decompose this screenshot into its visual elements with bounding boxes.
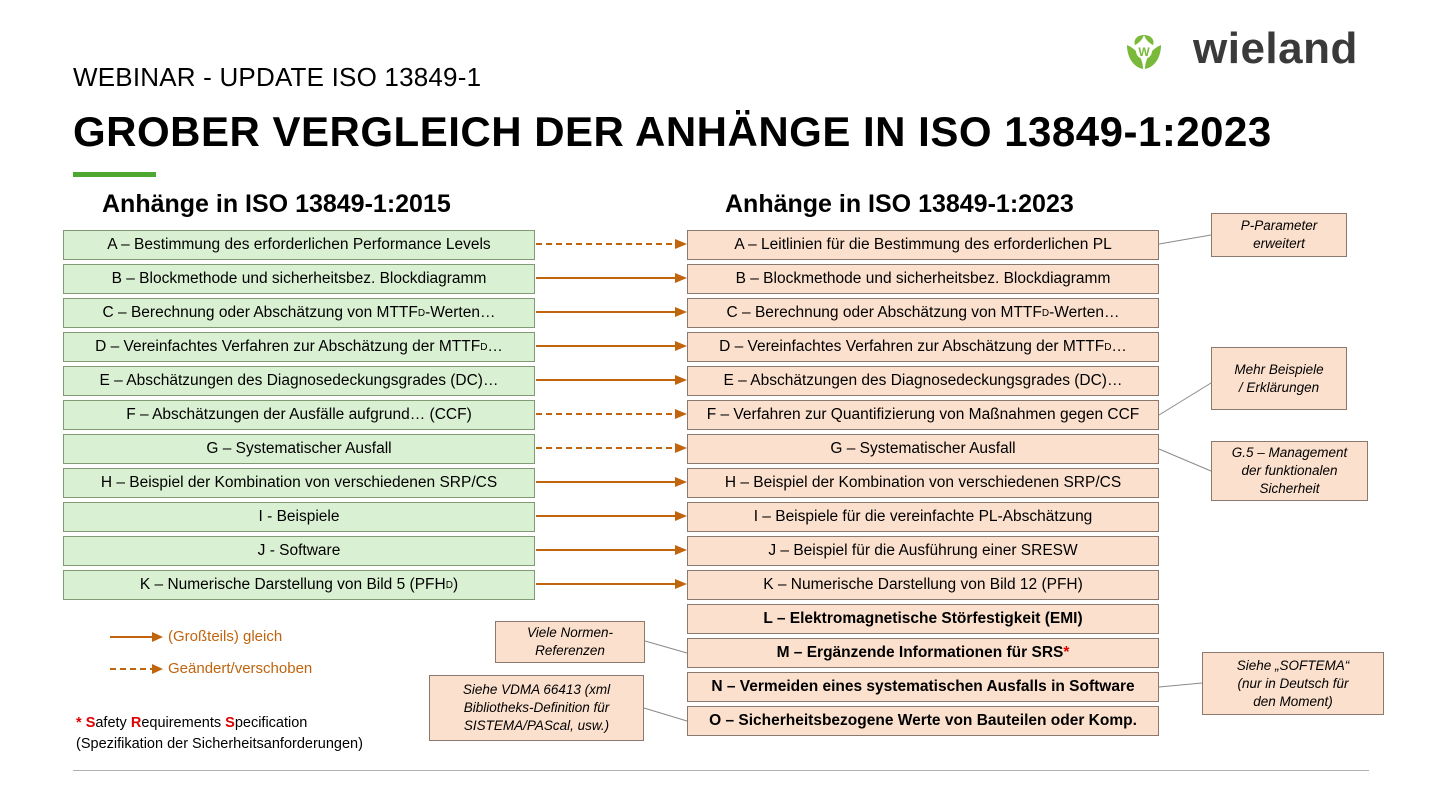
note-mehr-beispiele: Mehr Beispiele / Erklärungen: [1211, 347, 1347, 410]
note-softema: Siehe „SOFTEMA“ (nur in Deutsch für den Moment): [1202, 652, 1384, 715]
connector-arrowhead: [675, 579, 687, 589]
annex-2023-box: [687, 604, 1159, 634]
svg-text:W: W: [1138, 45, 1150, 59]
annex-label: G – Systematischer Ausfall: [830, 440, 1016, 457]
heading-2023: Anhänge in ISO 13849-1:2023: [725, 190, 1074, 218]
annex-2023-box: [687, 638, 1159, 668]
annex-2015-box: [63, 434, 535, 464]
connector-arrowhead: [675, 273, 687, 283]
connector-arrowhead: [675, 307, 687, 317]
annex-label: G – Systematischer Ausfall: [206, 440, 392, 457]
annex-label: A – Leitlinien für die Bestimmung des erforderlichen PL: [734, 236, 1112, 253]
note-normen-referenzen: Viele Normen- Referenzen: [495, 621, 645, 663]
annex-label: E – Abschätzungen des Diagnosedeckungsgrades (DC)…: [723, 372, 1123, 389]
connector-arrowhead: [675, 239, 687, 249]
annex-label: J - Software: [257, 542, 341, 559]
annex-label: N – Vermeiden eines systematischen Ausfalls in Software: [711, 678, 1135, 695]
connector-arrowhead: [675, 545, 687, 555]
annex-2015-box: [63, 536, 535, 566]
annex-2023-box: [687, 706, 1159, 736]
note-leader-line: [644, 708, 687, 721]
connector-arrowhead: [675, 511, 687, 521]
annex-label-part: -Werten…: [1049, 304, 1120, 321]
annex-label: B – Blockmethode und sicherheitsbez. Blockdiagramm: [111, 270, 487, 287]
annex-label-part: D: [1041, 307, 1050, 319]
annex-label-part: C – Berechnung oder Abschätzung von MTTF: [726, 304, 1042, 321]
note-g5-management: G.5 – Management der funktionalen Sicherheit: [1211, 441, 1368, 501]
annex-label: H – Beispiel der Kombination von verschiedenen SRP/CS: [100, 474, 498, 491]
note-p-parameter: P-Parameter erweitert: [1211, 213, 1347, 257]
annex-label: I – Beispiele für die vereinfachte PL-Abschätzung: [753, 508, 1093, 525]
annex-label-part: D: [417, 307, 426, 319]
annex-label: F – Verfahren zur Quantifizierung von Maßnahmen gegen CCF: [706, 406, 1140, 423]
page-title: GROBER VERGLEICH DER ANHÄNGE IN ISO 13849-1:2023: [73, 108, 1272, 155]
annex-label-part: D: [445, 579, 453, 591]
legend-dashed-arrowhead: [152, 664, 163, 674]
connector-arrowhead: [675, 341, 687, 351]
annex-label: I - Beispiele: [258, 508, 340, 525]
annex-2023-box: [687, 468, 1159, 498]
annex-label-part: -Werten…: [425, 304, 496, 321]
annex-label: E – Abschätzungen des Diagnosedeckungsgrades (DC)…: [99, 372, 499, 389]
annex-2023-box: [687, 298, 1159, 328]
annex-label: O – Sicherheitsbezogene Werte von Bauteilen oder Komp.: [709, 712, 1137, 729]
annex-label: H – Beispiel der Kombination von verschiedenen SRP/CS: [724, 474, 1122, 491]
note-vdma: Siehe VDMA 66413 (xml Bibliotheks-Definition für SISTEMA/PAScal, usw.): [429, 675, 644, 741]
annex-2015-box: [63, 264, 535, 294]
annex-2023-box: [687, 332, 1159, 362]
annex-2015-box: [63, 332, 535, 362]
legend-solid-label: (Großteils) gleich: [168, 628, 283, 645]
annex-2015-box: [63, 230, 535, 260]
connector-arrowhead: [675, 409, 687, 419]
annex-2023-box: [687, 366, 1159, 396]
annex-label-part: K – Numerische Darstellung von Bild 5 (PFH: [139, 576, 446, 593]
annex-label-part: D – Vereinfachtes Verfahren zur Abschätzung der MTTF: [95, 338, 481, 355]
annex-2023-box: [687, 264, 1159, 294]
legend-arrows: [110, 628, 166, 678]
annex-label: A – Bestimmung des erforderlichen Performance Levels: [107, 236, 491, 253]
annex-2015-box: [63, 570, 535, 600]
annex-label: M – Ergänzende Informationen für SRS: [776, 644, 1064, 661]
annex-2023-box: [687, 230, 1159, 260]
annex-2023-box: [687, 502, 1159, 532]
bottom-divider: [73, 770, 1369, 771]
annex-label-part: D – Vereinfachtes Verfahren zur Abschätzung der MTTF: [719, 338, 1105, 355]
legend-solid-arrowhead: [152, 632, 163, 642]
annex-label-part: D: [480, 341, 488, 353]
brand-logo-text: wieland: [1193, 24, 1358, 73]
annex-label: K – Numerische Darstellung von Bild 12 (PFH): [763, 576, 1083, 593]
connector-arrowhead: [675, 477, 687, 487]
annex-2023-box: [687, 536, 1159, 566]
annex-label: J – Beispiel für die Ausführung einer SRESW: [768, 542, 1078, 559]
footnote: [76, 713, 363, 755]
footnote-line-2: (Spezifikation der Sicherheitsanforderungen): [76, 736, 363, 752]
annex-label-part: …: [1111, 338, 1127, 355]
annex-label: B – Blockmethode und sicherheitsbez. Blockdiagramm: [735, 270, 1111, 287]
annex-2015-box: [63, 400, 535, 430]
annex-2015-box: [63, 468, 535, 498]
annex-2023-box: [687, 400, 1159, 430]
annex-2023-box: [687, 434, 1159, 464]
page-subtitle: WEBINAR - UPDATE ISO 13849-1: [73, 62, 482, 92]
legend-dashed-label: Geändert/verschoben: [168, 660, 313, 677]
annex-2023-box: [687, 570, 1159, 600]
annex-2015-box: [63, 366, 535, 396]
heading-2015: Anhänge in ISO 13849-1:2015: [102, 190, 451, 218]
annex-label-part: ): [452, 576, 459, 593]
footnote-line-1: * Safety Requirements Specification: [76, 715, 308, 731]
note-leader-line: [645, 641, 687, 653]
note-leader-line: [1159, 683, 1202, 687]
note-leader-line: [1159, 383, 1211, 415]
connector-arrowhead: [675, 375, 687, 385]
annex-label-part: D: [1104, 341, 1112, 353]
annex-label-part: C – Berechnung oder Abschätzung von MTTF: [102, 304, 418, 321]
annex-2015-box: [63, 298, 535, 328]
annex-2023-box: [687, 672, 1159, 702]
note-leader-line: [1159, 235, 1211, 244]
annex-label: L – Elektromagnetische Störfestigkeit (EMI): [763, 610, 1083, 627]
srs-star-marker: *: [1063, 644, 1070, 661]
note-leader-line: [1159, 449, 1211, 471]
annex-label-part: …: [487, 338, 503, 355]
connector-arrowhead: [675, 443, 687, 453]
annex-2015-box: [63, 502, 535, 532]
annex-label: F – Abschätzungen der Ausfälle aufgrund… (CCF): [126, 406, 472, 423]
